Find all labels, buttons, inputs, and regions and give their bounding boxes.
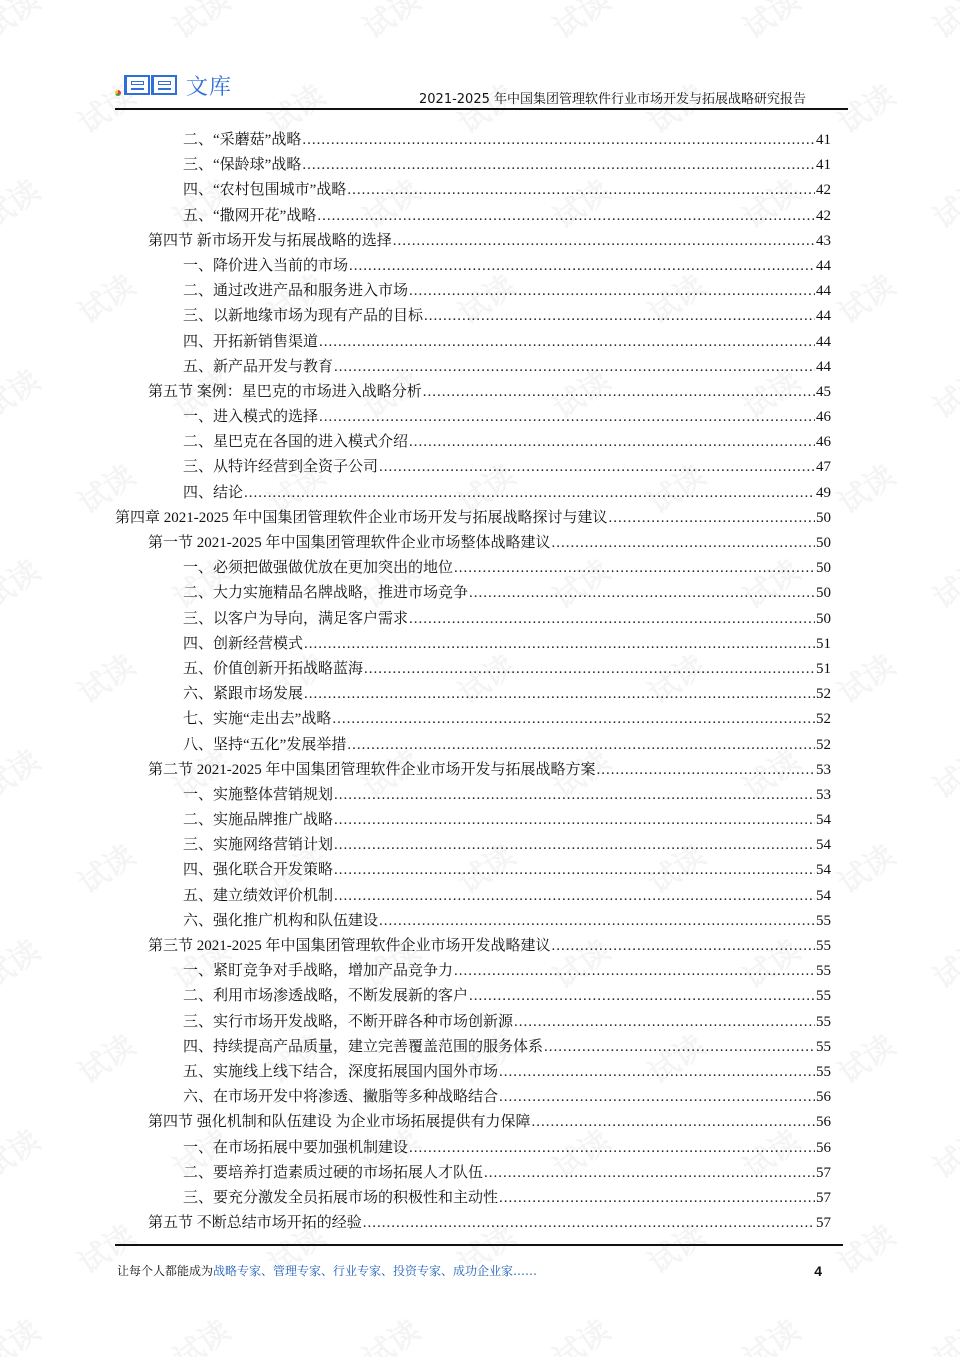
toc-leader-dots [332,707,815,732]
toc-entry-page: 56 [816,1089,831,1106]
toc-entry-page: 55 [816,1063,831,1080]
toc-leader-dots [302,128,815,153]
toc-leader-dots [334,858,815,883]
header-divider [115,108,848,110]
toc-entry[interactable] [115,884,831,909]
toc-entry[interactable] [115,330,831,355]
toc-entry-label: 一、必须把做强做优放在更加突出的地位 [183,560,454,577]
toc-entry-label: 二、大力实施精品名牌战略，推进市场竞争 [183,585,469,602]
watermark-text [828,832,902,902]
toc-entry-label: 一、降价进入当前的市场 [183,257,349,274]
toc-entry-label: 五、“撒网开花”战略 [183,207,317,224]
toc-entry-label: 三、实行市场开发战略，不断开辟各种市场创新源 [183,1013,514,1030]
watermark-text [0,547,47,617]
toc-entry-label: 三、从特许经营到全资子公司 [183,459,379,476]
toc-entry-label: 二、“采蘑菇”战略 [183,132,302,148]
page-number: 4 [814,1262,822,1279]
toc-leader-dots [544,1035,815,1060]
toc-entry[interactable] [115,581,831,606]
logo-text: 文库 [186,75,233,100]
toc-entry-label: 第三节 2021-2025 年中国集团管理软件企业市场开发战略建议 [148,938,551,954]
toc-leader-dots [302,153,815,178]
toc-entry[interactable] [115,682,831,707]
toc-entry[interactable] [115,1035,831,1060]
toc-entry-label: 二、要培养打造素质过硬的市场拓展人才队伍 [183,1164,484,1181]
toc-entry-label: 一、实施整体营销规划 [183,786,334,803]
toc-entry-page: 49 [816,484,831,501]
toc-entry-page: 55 [816,988,831,1005]
toc-entry-label: 八、坚持“五化”发展举措 [183,736,347,753]
toc-leader-dots [244,481,815,506]
toc-entry-page: 44 [816,308,831,325]
slogan-highlight: 战略专家、管理专家、行业专家、投资专家、成功企业家…… [213,1264,538,1278]
toc-leader-dots [409,430,815,455]
toc-entry[interactable] [115,707,831,732]
toc-entry-page: 41 [816,157,831,174]
toc-leader-dots [304,682,815,707]
toc-entry[interactable] [115,632,831,657]
toc-entry-label: 第四节 新市场开发与拓展战略的选择 [148,232,392,249]
toc-entry[interactable] [115,355,831,380]
toc-entry-page: 55 [816,912,831,929]
watermark-text [923,1307,960,1357]
toc-entry[interactable] [115,254,831,279]
toc-leader-dots [552,531,816,556]
toc-leader-dots [364,657,815,682]
toc-leader-dots [484,1161,815,1186]
toc-entry-label: 五、新产品开发与教育 [183,358,334,375]
toc-entry-label: 六、紧跟市场发展 [183,686,304,703]
toc-entry[interactable] [115,1085,831,1110]
toc-leader-dots [347,178,815,203]
toc-entry-page: 55 [816,1038,831,1055]
toc-leader-dots [317,204,815,229]
toc-leader-dots [469,581,815,606]
toc-entry-page: 50 [816,535,831,551]
toc-entry-page: 44 [816,283,831,300]
toc-entry-label: 第四章 2021-2025 年中国集团管理软件企业市场开发与拓展战略探讨与建议 [115,509,608,526]
slogan-prefix: 让每个人都能成为 [117,1264,214,1278]
toc-entry-page: 55 [816,938,831,954]
toc-entry-page: 47 [816,459,831,476]
toc-leader-dots [532,1110,815,1135]
toc-entry-label: 四、结论 [183,484,244,501]
toc-entry-page: 56 [816,1139,831,1156]
toc-entry-label: 第四节 强化机制和队伍建设 为企业市场拓展提供有力保障 [148,1114,531,1131]
toc-leader-dots [334,833,815,858]
footer-slogan [117,1262,537,1279]
toc-leader-dots [469,984,815,1009]
toc-entry-page: 56 [816,1114,831,1131]
toc-entry-label: 第五节 不断总结市场开拓的经验 [148,1215,362,1232]
toc-entry[interactable] [115,481,831,506]
toc-entry-page: 52 [816,686,831,703]
toc-entry[interactable] [115,607,831,632]
toc-entry[interactable] [115,1136,831,1161]
toc-entry[interactable] [115,380,831,405]
toc-entry-page: 43 [816,232,831,249]
logo-dot-icon [115,90,121,96]
toc-leader-dots [319,330,815,355]
watermark-text [828,452,902,522]
toc-entry-label: 四、持续提高产品质量，建立完善覆盖范围的服务体系 [183,1038,544,1055]
toc-entry-label: 二、星巴克在各国的进入模式介绍 [183,434,409,451]
toc-entry-page: 50 [816,585,831,602]
watermark-text [733,0,807,47]
toc-entry-label: 二、通过改进产品和服务进入市场 [183,283,409,300]
toc-entry-page: 44 [816,358,831,375]
watermark-text [0,167,47,237]
toc-entry-page: 52 [816,736,831,753]
watermark-text [0,737,47,807]
toc-entry[interactable] [115,733,831,758]
watermark-text [353,0,427,47]
watermark-text [828,1022,902,1092]
toc-leader-dots [363,1211,815,1236]
watermark-text [0,1307,47,1357]
toc-entry-page: 42 [816,182,831,199]
toc-entry-page: 57 [816,1215,831,1232]
toc-leader-dots [334,355,815,380]
toc-entry[interactable] [115,984,831,1009]
toc-entry-label: 三、实施网络营销计划 [183,837,334,854]
toc-entry-page: 54 [816,837,831,854]
watermark-text [923,357,960,427]
toc-entry-page: 50 [816,509,831,526]
footer-divider [115,1244,843,1246]
toc-leader-dots [379,909,815,934]
toc-entry[interactable] [115,858,831,883]
watermark-text [0,927,47,997]
toc-entry[interactable] [115,657,831,682]
toc-leader-dots [454,959,815,984]
report-title: 2021-2025 年中国集团管理软件行业市场开发与拓展战略研究报告 [419,92,806,107]
page-footer [117,1262,822,1279]
toc-entry-page: 45 [816,383,831,400]
toc-entry-page: 44 [816,257,831,274]
toc-entry-label: 七、实施“走出去”战略 [183,711,332,728]
toc-entry-label: 二、利用市场渗透战略，不断发展新的客户 [183,988,469,1005]
toc-leader-dots [552,934,816,959]
toc-entry-label: 一、进入模式的选择 [183,409,319,426]
toc-entry-label: 三、“保龄球”战略 [183,157,302,174]
toc-entry-page: 50 [816,610,831,627]
toc-entry[interactable] [115,304,831,329]
toc-entry[interactable] [115,405,831,430]
toc-entry-label: 第一节 2021-2025 年中国集团管理软件企业市场整体战略建议 [148,535,551,551]
toc-entry[interactable] [115,279,831,304]
toc-leader-dots [393,229,815,254]
toc-leader-dots [499,1186,815,1211]
toc-entry-page: 46 [816,409,831,426]
toc-entry[interactable] [115,1060,831,1085]
toc-entry-label: 四、强化联合开发策略 [183,862,334,879]
toc-entry[interactable] [115,153,831,178]
toc-entry-label: 五、实施线上线下结合，深度拓展国内国外市场 [183,1063,499,1080]
toc-entry-page: 51 [816,660,831,677]
toc-entry[interactable] [115,128,831,153]
toc-leader-dots [454,556,815,581]
toc-entry-label: 一、在市场拓展中要加强机制建设 [183,1139,409,1156]
toc-entry[interactable] [115,1110,831,1135]
toc-entry[interactable] [115,430,831,455]
toc-entry-label: 二、实施品牌推广战略 [183,812,334,829]
toc-entry-page: 42 [816,207,831,224]
toc-entry-label: 六、强化推广机构和队伍建设 [183,912,379,929]
toc-entry-page: 53 [816,786,831,803]
toc-leader-dots [304,632,815,657]
toc-entry-page: 57 [816,1189,831,1206]
toc-entry-label: 六、在市场开发中将渗透、撇脂等多种战略结合 [183,1089,499,1106]
toc-entry[interactable] [115,934,831,959]
watermark-text [543,1307,617,1357]
toc-entry-page: 54 [816,887,831,904]
toc-leader-dots [409,1136,815,1161]
toc-entry-label: 三、要充分激发全员拓展市场的积极性和主动性 [183,1189,499,1206]
toc-leader-dots [334,808,815,833]
toc-entry[interactable] [115,229,831,254]
logo [115,70,232,101]
watermark-text [923,547,960,617]
watermark-text [163,1307,237,1357]
watermark-text [923,737,960,807]
toc-entry-label: 一、紧盯竞争对手战略，增加产品竞争力 [183,963,454,980]
toc-entry[interactable] [115,204,831,229]
toc-entry[interactable] [115,808,831,833]
table-of-contents [115,128,831,1236]
toc-entry[interactable] [115,1161,831,1186]
toc-leader-dots [409,279,815,304]
toc-entry-label: 三、以客户为导向，满足客户需求 [183,610,409,627]
watermark-text [543,0,617,47]
toc-entry[interactable] [115,909,831,934]
watermark-text [353,1307,427,1357]
page-header [115,64,848,110]
toc-entry[interactable] [115,1211,831,1236]
toc-entry-page: 54 [816,862,831,879]
watermark-text [0,357,47,427]
toc-entry-page: 54 [816,812,831,829]
toc-entry-page: 55 [816,1013,831,1030]
toc-leader-dots [334,884,815,909]
toc-entry-label: 四、创新经营模式 [183,635,304,652]
watermark-text [923,0,960,47]
toc-entry-label: 四、“农村包围城市”战略 [183,182,347,199]
toc-entry-page: 41 [816,132,831,148]
watermark-text [163,0,237,47]
watermark-text [828,262,902,332]
watermark-text [923,927,960,997]
toc-entry-label: 五、价值创新开拓战略蓝海 [183,660,364,677]
watermark-text [0,1117,47,1187]
toc-leader-dots [597,758,816,783]
toc-entry[interactable] [115,556,831,581]
toc-entry-page: 50 [816,560,831,577]
toc-entry[interactable] [115,506,831,531]
toc-entry[interactable] [115,959,831,984]
toc-leader-dots [499,1060,815,1085]
toc-leader-dots [347,733,815,758]
toc-entry-page: 46 [816,434,831,451]
toc-leader-dots [423,380,815,405]
toc-entry[interactable] [115,783,831,808]
watermark-text [733,1307,807,1357]
toc-entry[interactable] [115,531,831,556]
toc-leader-dots [424,304,815,329]
toc-entry-label: 第二节 2021-2025 年中国集团管理软件企业市场开发与拓展战略方案 [148,761,596,778]
watermark-text [923,1117,960,1187]
toc-entry-page: 52 [816,711,831,728]
toc-entry-page: 44 [816,333,831,350]
toc-leader-dots [379,455,815,480]
toc-entry-page: 51 [816,635,831,652]
toc-entry[interactable] [115,1010,831,1035]
toc-entry[interactable] [115,178,831,203]
toc-leader-dots [499,1085,815,1110]
toc-entry-label: 四、开拓新销售渠道 [183,333,319,350]
toc-leader-dots [319,405,815,430]
toc-entry[interactable] [115,833,831,858]
toc-entry-label: 五、建立绩效评价机制 [183,887,334,904]
watermark-text [923,167,960,237]
toc-entry[interactable] [115,1186,831,1211]
toc-entry-label: 第五节 案例：星巴克的市场进入战略分析 [148,383,422,400]
toc-entry-page: 57 [816,1164,831,1181]
watermark-text [0,0,47,47]
toc-entry[interactable] [115,758,831,783]
toc-leader-dots [609,506,816,531]
toc-leader-dots [514,1010,815,1035]
logo-mark-icon [124,75,178,97]
toc-entry-page: 55 [816,963,831,980]
toc-leader-dots [409,607,815,632]
toc-entry-page: 53 [816,761,831,778]
toc-leader-dots [334,783,815,808]
watermark-text [828,642,902,712]
toc-leader-dots [349,254,815,279]
toc-entry[interactable] [115,455,831,480]
toc-entry-label: 三、以新地缘市场为现有产品的目标 [183,308,424,325]
watermark-text [828,1212,902,1282]
